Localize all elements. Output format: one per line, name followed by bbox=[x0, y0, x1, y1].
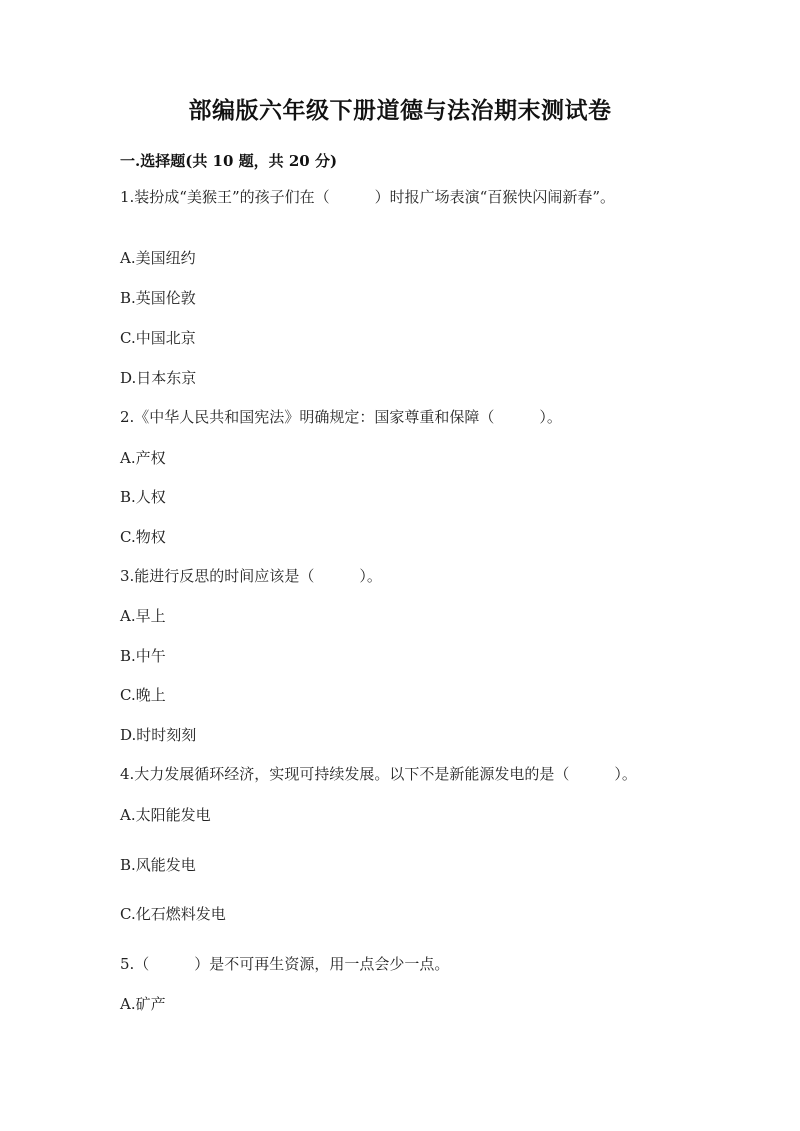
question-1-option-d: D.日本东京 bbox=[120, 369, 197, 387]
question-4-option-a: A.太阳能发电 bbox=[120, 806, 211, 824]
question-2-stem: 2.《中华人民共和国宪法》明确规定：国家尊重和保障（ ）。 bbox=[120, 408, 562, 426]
question-1-option-b: B.英国伦敦 bbox=[120, 289, 196, 307]
question-5-stem: 5.（ ）是不可再生资源，用一点会少一点。 bbox=[120, 955, 450, 973]
question-3-option-a: A.早上 bbox=[120, 607, 166, 625]
question-5-option-a: A.矿产 bbox=[120, 995, 166, 1013]
question-4-stem: 4.大力发展循环经济，实现可持续发展。以下不是新能源发电的是（ ）。 bbox=[120, 765, 637, 783]
question-4-option-b: B.风能发电 bbox=[120, 856, 196, 874]
question-3-option-d: D.时时刻刻 bbox=[120, 726, 197, 744]
question-4-option-c: C.化石燃料发电 bbox=[120, 905, 226, 923]
question-3-option-c: C.晚上 bbox=[120, 686, 166, 704]
question-1-option-a: A.美国纽约 bbox=[120, 249, 196, 267]
section-heading: 一.选择题(共 10 题，共 20 分) bbox=[120, 152, 338, 170]
question-1-option-c: C.中国北京 bbox=[120, 329, 196, 347]
page-title: 部编版六年级下册道德与法治期末测试卷 bbox=[188, 97, 612, 124]
question-2-option-c: C.物权 bbox=[120, 528, 166, 546]
question-2-option-b: B.人权 bbox=[120, 488, 166, 506]
question-1-stem: 1.装扮成“美猴王”的孩子们在（ ）时报广场表演“百猴快闪闹新春”。 bbox=[120, 188, 615, 206]
question-3-stem: 3.能进行反思的时间应该是（ ）。 bbox=[120, 567, 382, 585]
question-2-option-a: A.产权 bbox=[120, 449, 166, 467]
question-3-option-b: B.中午 bbox=[120, 647, 166, 665]
